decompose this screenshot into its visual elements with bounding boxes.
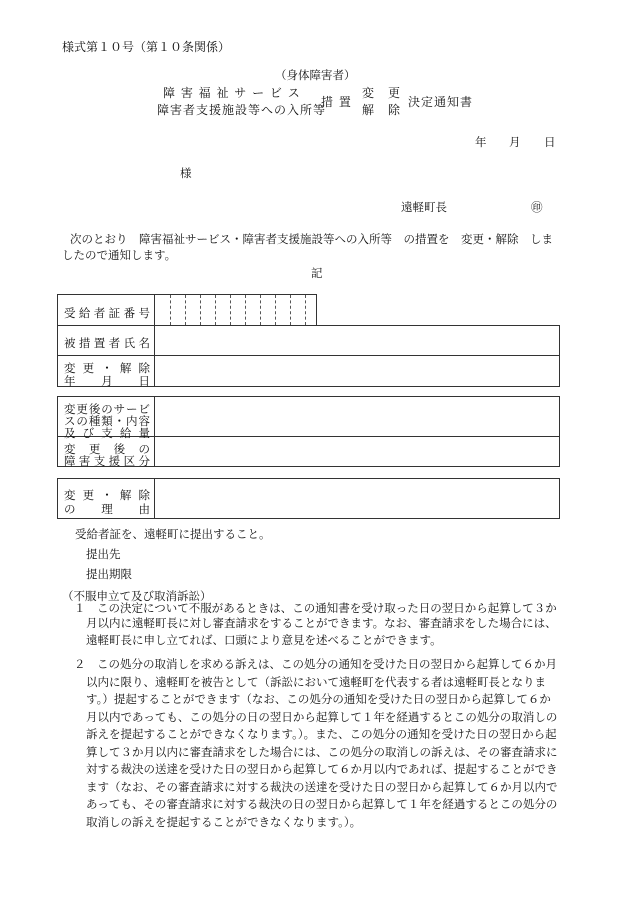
ki-mark: 記 — [311, 266, 323, 280]
appeal-item2-line: ２ この処分の取消しを求める訴えは、この処分の通知を受けた日の翌日から起算して６か月 — [74, 657, 557, 671]
appeal-item2-line: す。）提起することができます（なお、この処分の通知を受けた日の翌日から起算して６か — [86, 692, 551, 706]
reason-label-2: の 理 由 — [64, 502, 150, 516]
date-year: 年 — [475, 135, 487, 149]
appeal-item1-line: １ この決定について不服があるときは、この通知書を受け取った日の翌日から起算して３か — [74, 601, 557, 615]
id-digit-cell[interactable] — [200, 295, 201, 325]
service-label-1: 変 更 後 の サ ー ビ — [64, 402, 150, 416]
service-label-col — [58, 397, 155, 466]
service-label-2: ス の 種 類 ・ 内 容 — [64, 414, 150, 428]
class-label-1: 変 更 後 の — [64, 442, 150, 456]
date-month: 月 — [509, 135, 521, 149]
intro-line1: 次のとおり 障害福祉サービス・障害者支援施設等への入所等 の措置を 変更・解除 しま — [70, 232, 553, 246]
appeal-item2 — [74, 656, 558, 831]
title-suffix: 決定通知書 — [408, 95, 474, 109]
id-digit-cell[interactable] — [305, 295, 306, 325]
service-block — [57, 396, 560, 467]
appeal-item2-line: 対する裁決の送達を受けた日の翌日から起算して６か月以内であれば、提起することができ — [86, 762, 558, 776]
form-number: 様式第１０号（第１０条関係） — [62, 40, 231, 54]
id-digit-cell[interactable] — [215, 295, 216, 325]
appeal-item2-line: 取消しの訴えを提起することができなくなります。）。 — [86, 814, 362, 829]
seal-mark: ㊞ — [531, 200, 543, 214]
reason-field[interactable] — [155, 479, 559, 518]
id-row — [57, 294, 317, 326]
appeal-item2-line: 訴えを提起することができなくなります。）。また、この処分の通知を受けた日の翌日から起 — [86, 727, 557, 741]
id-digit-cell[interactable] — [290, 295, 291, 325]
appeal-item2-line: 以内に限り、遠軽町を被告として（訴訟において遠軽町を代表する者は遠軽町長となりま — [86, 674, 546, 689]
reason-block — [57, 478, 560, 519]
title-service-line2: 障害者支援施設等への入所等 — [157, 103, 327, 117]
appeal-heading: （不服申立て及び取消訴訟） — [62, 589, 212, 603]
service-field[interactable] — [155, 397, 559, 436]
appeal-item2-line: あっても、その審査請求に対する裁決の日の翌日から起算して１年を経過するとこの処分の — [86, 797, 558, 811]
name-date-label-col — [58, 326, 155, 386]
support-class-field[interactable] — [155, 437, 559, 466]
submission-text: 受給者証を、遠軽町に提出すること。 — [75, 527, 271, 541]
name-label: 被 措 置 者 氏 名 — [64, 336, 150, 350]
id-label-cell — [58, 295, 155, 325]
submission-destination: 提出先 — [86, 547, 121, 561]
name-date-block — [57, 325, 560, 387]
appeal-item1 — [74, 603, 557, 650]
reason-label-1: 変 更 ・ 解 除 — [64, 488, 150, 502]
name-field[interactable] — [155, 326, 559, 355]
date-day: 日 — [544, 135, 556, 149]
service-label-3: 及 び 支 給 量 — [64, 426, 150, 440]
title-service-line1: 障 害 福 祉 サ ー ビ ス — [163, 86, 301, 100]
title-cancel: 解 除 — [362, 103, 402, 117]
title-category: （身体障害者） — [275, 68, 356, 82]
issuer-name: 遠軽町長 — [401, 200, 447, 214]
appeal-item2-line: 算して３か月以内に審査請求をした場合には、この処分の取消しの訴えは、その審査請求に — [86, 744, 558, 759]
title-change: 変 更 — [362, 86, 402, 100]
id-digit-cell[interactable] — [260, 295, 261, 325]
intro-line2: したので通知します。 — [62, 248, 177, 262]
appeal-item1-line: 遠軽町長に申し立てれば、口頭により意見を述べることができます。 — [86, 633, 442, 647]
appeal-item1-line: 月以内に遠軽町長に対し審査請求をすることができます。なお、審査請求をした場合には、 — [86, 615, 557, 630]
date-label-1: 変 更 ・ 解 除 — [64, 361, 150, 375]
id-digit-cell[interactable] — [275, 295, 276, 325]
id-digit-cell[interactable] — [170, 295, 171, 325]
date-label-2: 年 月 日 — [64, 374, 150, 388]
appeal-item2-line: ます（なお、その審査請求に対する裁決の送達を受けた日の翌日から起算して６か月以内で — [86, 779, 558, 794]
title-measure: 措 置 — [321, 95, 352, 109]
reason-label-col — [58, 479, 155, 518]
appeal-item2-line: 月以内であっても、この処分の日の翌日から起算して１年を経過するとこの処分の取消しの — [86, 709, 558, 724]
class-label-2: 障 害 支 援 区 分 — [64, 454, 150, 468]
id-digit-cell[interactable] — [245, 295, 246, 325]
id-digit-cell[interactable] — [185, 295, 186, 325]
id-label: 受 給 者 証 番 号 — [64, 306, 150, 320]
submission-deadline: 提出期限 — [86, 567, 132, 581]
id-digit-cell[interactable] — [230, 295, 231, 325]
recipient-honorific: 様 — [180, 166, 192, 180]
change-date-field[interactable] — [155, 356, 559, 386]
